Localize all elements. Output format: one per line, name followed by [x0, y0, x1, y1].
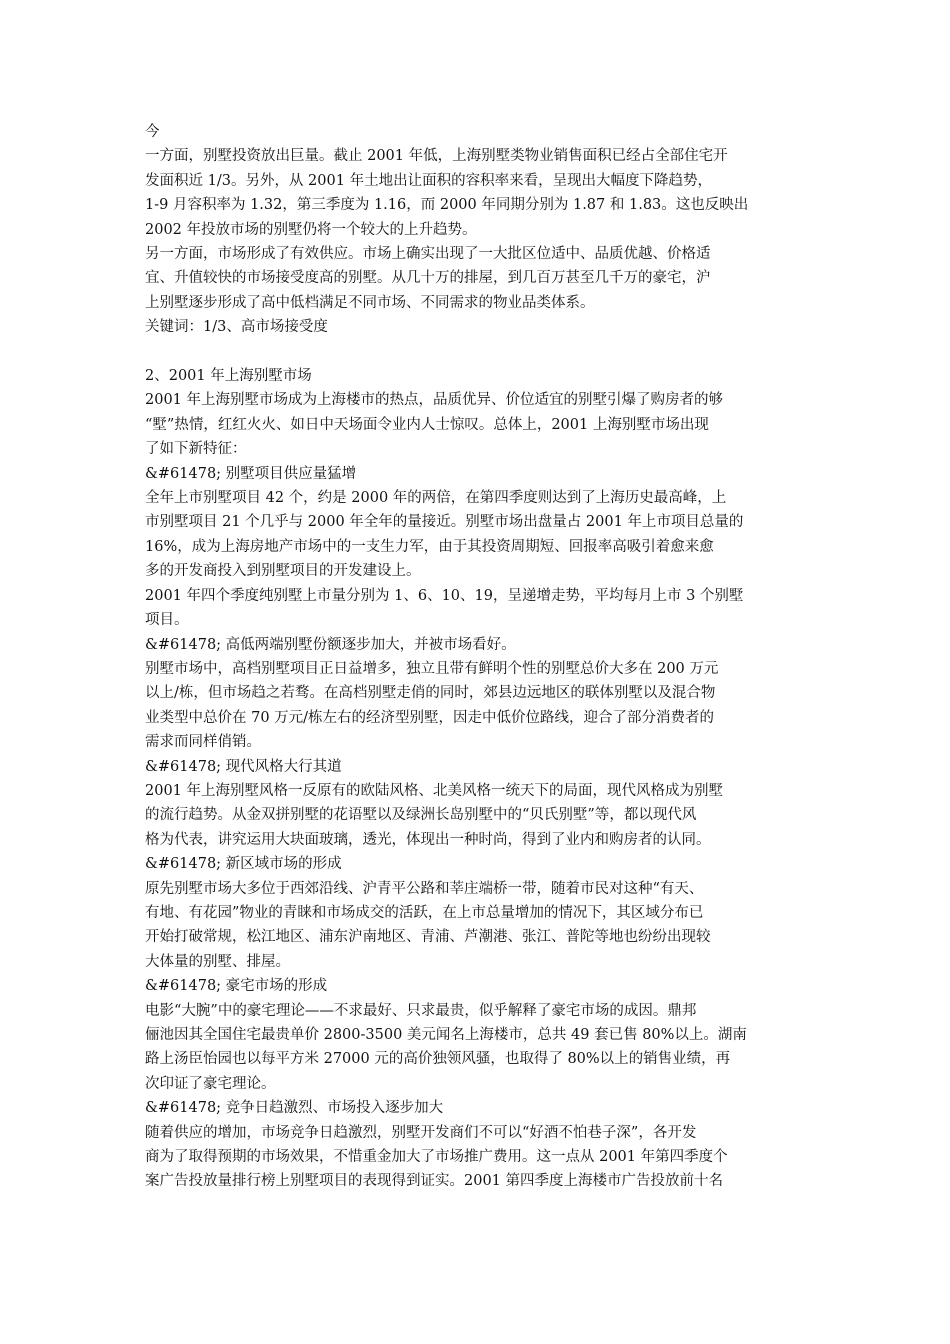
text-line: 16%，成为上海房地产市场中的一支生力军，由于其投资周期短、回报率高吸引着愈来愈 — [145, 538, 714, 555]
text-line: 开始打破常规，松江地区、浦东沪南地区、青浦、芦潮港、张江、普陀等地也纷纷出现较 — [145, 929, 711, 946]
text-line: 随着供应的增加，市场竞争日趋激烈，别墅开发商们不可以“好酒不怕巷子深”，各开发 — [145, 1124, 697, 1141]
paragraph — [145, 633, 807, 657]
text-line: 发面积近 1/3。另外，从 2001 年土地出让面积的容积率来看，呈现出大幅度下降趋势， — [145, 172, 713, 189]
text-line: 有地、有花园”物业的青睐和市场成交的活跃，在上市总量增加的情况下，其区域分布已 — [145, 904, 704, 921]
text-line: &#61478; 豪宅市场的形成 — [145, 978, 328, 995]
text-line: 次印证了豪宅理论。 — [145, 1075, 276, 1092]
text-line: 上别墅逐步形成了高中低档满足不同市场、不同需求的物业品类体系。 — [145, 294, 595, 311]
paragraph — [145, 388, 807, 461]
text-line: 大体量的别墅、排屋。 — [145, 953, 290, 970]
text-line: 多的开发商投入到别墅项目的开发建设上。 — [145, 563, 421, 580]
text-line: 另一方面，市场形成了有效供应。市场上确实出现了一大批区位适中、品质优越、价格适 — [145, 246, 711, 263]
paragraph — [145, 364, 807, 388]
text-line: &#61478; 竞争日趋激烈、市场投入逐步加大 — [145, 1100, 444, 1117]
text-line: 原先别墅市场大多位于西郊沿线、沪青平公路和莘庄端桥一带，随着市民对这种“有天、 — [145, 880, 704, 897]
paragraph — [145, 1096, 807, 1120]
text-line: 别墅市场中，高档别墅项目正日益增多，独立且带有鲜明个性的别墅总价大多在 200 万元 — [145, 660, 719, 677]
text-line: 的流行趋势。从金双拼别墅的花语墅以及绿洲长岛别墅中的“贝氏别墅”等，都以现代风 — [145, 807, 697, 824]
text-line: 市别墅项目 21 个几乎与 2000 年全年的量接近。别墅市场出盘量占 2001 年上市项目总量的 — [145, 514, 744, 531]
document-page — [145, 120, 807, 1194]
paragraph — [145, 974, 807, 998]
text-line: “墅”热情，红红火火、如日中天场面令业内人士惊叹。总体上，2001 上海别墅市场出现 — [145, 416, 709, 433]
paragraph — [145, 877, 807, 975]
blank-line — [145, 340, 807, 364]
text-line: 2001 年上海别墅市场成为上海楼市的热点，品质优异、价位适宜的别墅引爆了购房者的够 — [145, 392, 724, 409]
text-line: 2002 年投放市场的别墅仍将一个较大的上升趋势。 — [145, 221, 477, 238]
text-line: 路上汤臣怡园也以每平方米 27000 元的高价独领风骚，也取得了 80%以上的销售业绩，再 — [145, 1051, 731, 1068]
paragraph — [145, 999, 807, 1097]
text-line: 了如下新特征： — [145, 441, 247, 458]
paragraph — [145, 584, 807, 633]
text-line: 格为代表，讲究运用大块面玻璃，透光，体现出一种时尚，得到了业内和购房者的认同。 — [145, 831, 711, 848]
paragraph — [145, 657, 807, 755]
text-line: 项目。 — [145, 612, 189, 629]
text-line: 今 — [145, 124, 160, 140]
text-line: 需求而同样俏销。 — [145, 734, 261, 751]
paragraph — [145, 242, 807, 315]
text-line: 商为了取得预期的市场效果，不惜重金加大了市场推广费用。这一点从 2001 年第四季度个 — [145, 1149, 728, 1166]
text-line: 电影“大腕”中的豪宅理论——不求最好、只求最贵，似乎解释了豪宅市场的成因。鼎邦 — [145, 1002, 697, 1019]
text-line: 2、2001 年上海别墅市场 — [145, 368, 312, 385]
paragraph — [145, 462, 807, 486]
text-line: 一方面，别墅投资放出巨量。截止 2001 年低，上海别墅类物业销售面积已经占全部住宅开 — [145, 148, 728, 165]
text-line: &#61478; 别墅项目供应量猛增 — [145, 465, 357, 482]
text-line: 以上/栋，但市场趋之若骛。在高档别墅走俏的同时，郊县边远地区的联体别墅以及混合物 — [145, 685, 716, 702]
text-line: 关键词：1/3、高市场接受度 — [145, 319, 328, 336]
paragraph — [145, 315, 807, 339]
paragraph — [145, 755, 807, 779]
paragraph — [145, 779, 807, 852]
text-line: 案广告投放量排行榜上别墅项目的表现得到证实。2001 第四季度上海楼市广告投放前十名 — [145, 1173, 724, 1190]
text-line: 俪池因其全国住宅最贵单价 2800-3500 美元闻名上海楼市，总共 49 套已售 80%以上。湖南 — [145, 1027, 747, 1044]
paragraph — [145, 144, 807, 242]
text-line: 1-9 月容积率为 1.32，第三季度为 1.16，而 2000 年同期分别为 1.87 和 1.83。这也反映出 — [145, 197, 749, 214]
text-line: &#61478; 新区域市场的形成 — [145, 856, 342, 873]
paragraph — [145, 120, 807, 144]
text-line: 全年上市别墅项目 42 个，约是 2000 年的两倍，在第四季度则达到了上海历史最高峰，上 — [145, 490, 727, 507]
text-line: &#61478; 高低两端别墅份额逐步加大，并被市场看好。 — [145, 636, 516, 653]
paragraph — [145, 486, 807, 584]
text-line: 2001 年四个季度纯别墅上市量分别为 1、6、10、19，呈递增走势，平均每月上市 3 个别墅 — [145, 587, 744, 604]
text-line: 业类型中总价在 70 万元/栋左右的经济型别墅，因走中低价位路线，迎合了部分消费者的 — [145, 709, 715, 726]
paragraph — [145, 852, 807, 876]
paragraph — [145, 1121, 807, 1194]
text-line: 2001 年上海别墅风格一反原有的欧陆风格、北美风格一统天下的局面，现代风格成为别墅 — [145, 782, 724, 799]
text-line: &#61478; 现代风格大行其道 — [145, 758, 342, 775]
text-line: 宜、升值较快的市场接受度高的别墅。从几十万的排屋，到几百万甚至几千万的豪宅，沪 — [145, 270, 711, 287]
